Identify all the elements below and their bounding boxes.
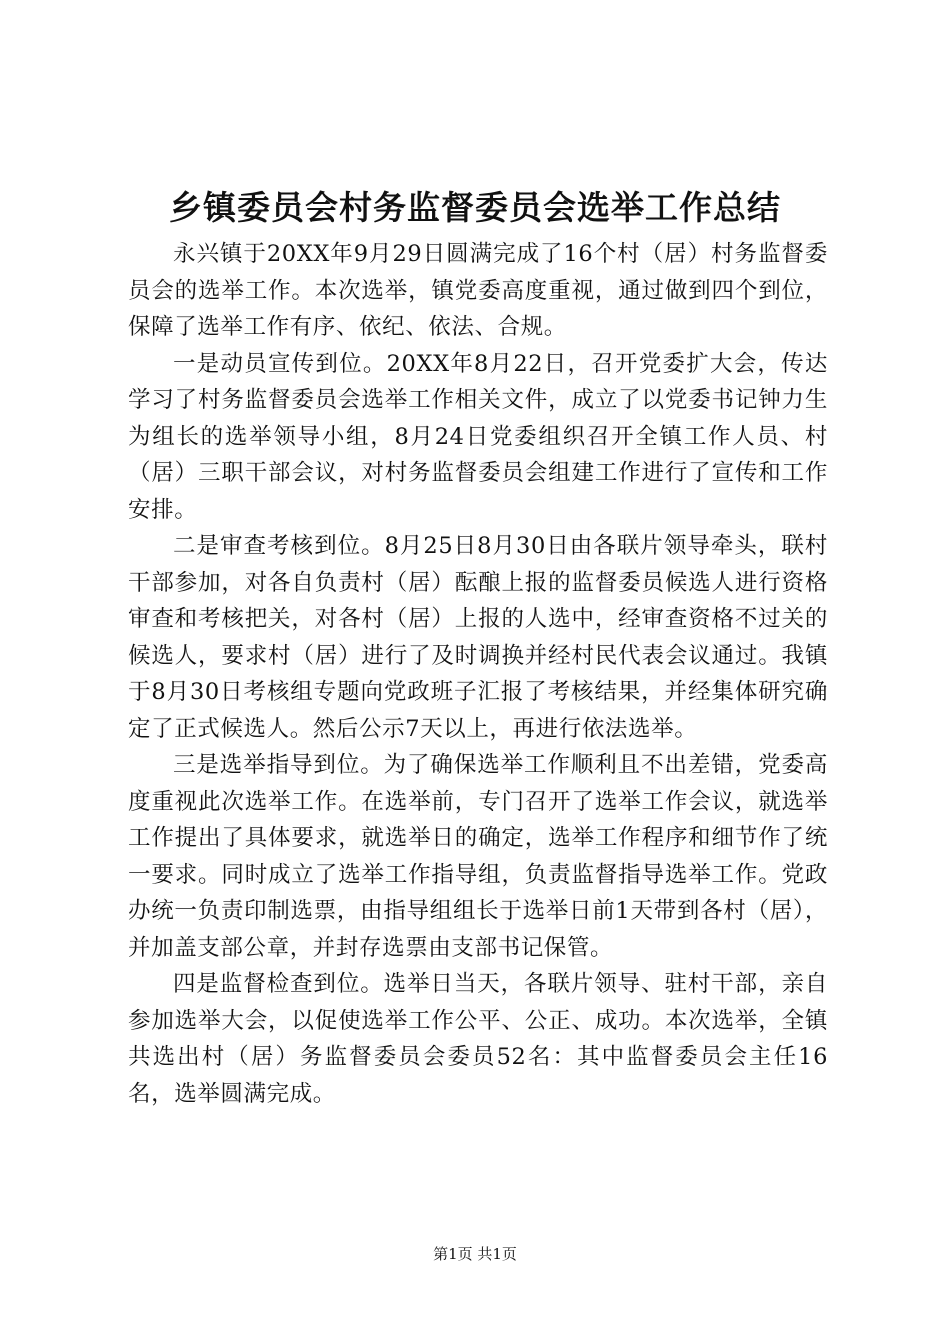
document-body bbox=[128, 236, 828, 1112]
paragraph-supervision: 四是监督检查到位。选举日当天，各联片领导、驻村干部，亲自参加选举大会，以促使选举工作公平、公正、成功。本次选举，全镇共选出村（居）务监督委员会委员52名：其中监督委员会主任16名，选举圆满完成。 bbox=[128, 971, 828, 1107]
page-number-footer: 第1页 共1页 bbox=[433, 1245, 517, 1263]
paragraph-intro: 永兴镇于20XX年9月29日圆满完成了16个村（居）村务监督委员会的选举工作。本次选举，镇党委高度重视，通过做到四个到位，保障了选举工作有序、依纪、依法、合规。 bbox=[128, 241, 828, 340]
paragraph-review: 二是审查考核到位。8月25日8月30日由各联片领导牵头，联村干部参加，对各自负责村（居）酝酿上报的监督委员候选人进行资格审查和考核把关，对各村（居）上报的人选中，经审查资格不过关的候选人，要求村（居）进行了及时调换并经村民代表会议通过。我镇于8月30日考核组专题向党政班子汇报了考核结果，并经集体研究确定了正式候选人。然后公示7天以上，再进行依法选举。 bbox=[128, 533, 828, 742]
paragraph-mobilization: 一是动员宣传到位。20XX年8月22日，召开党委扩大会，传达学习了村务监督委员会选举工作相关文件，成立了以党委书记钟力生为组长的选举领导小组，8月24日党委组织召开全镇工作人员、村（居）三职干部会议，对村务监督委员会组建工作进行了宣传和工作安排。 bbox=[128, 350, 828, 523]
document-title: 乡镇委员会村务监督委员会选举工作总结 bbox=[169, 188, 781, 227]
paragraph-guidance: 三是选举指导到位。为了确保选举工作顺利且不出差错，党委高度重视此次选举工作。在选举前，专门召开了选举工作会议，就选举工作提出了具体要求，就选举日的确定，选举工作程序和细节作了统一要求。同时成立了选举工作指导组，负责监督指导选举工作。党政办统一负责印制选票，由指导组组长于选举日前1天带到各村（居），并加盖支部公章，并封存选票由支部书记保管。 bbox=[128, 752, 828, 961]
